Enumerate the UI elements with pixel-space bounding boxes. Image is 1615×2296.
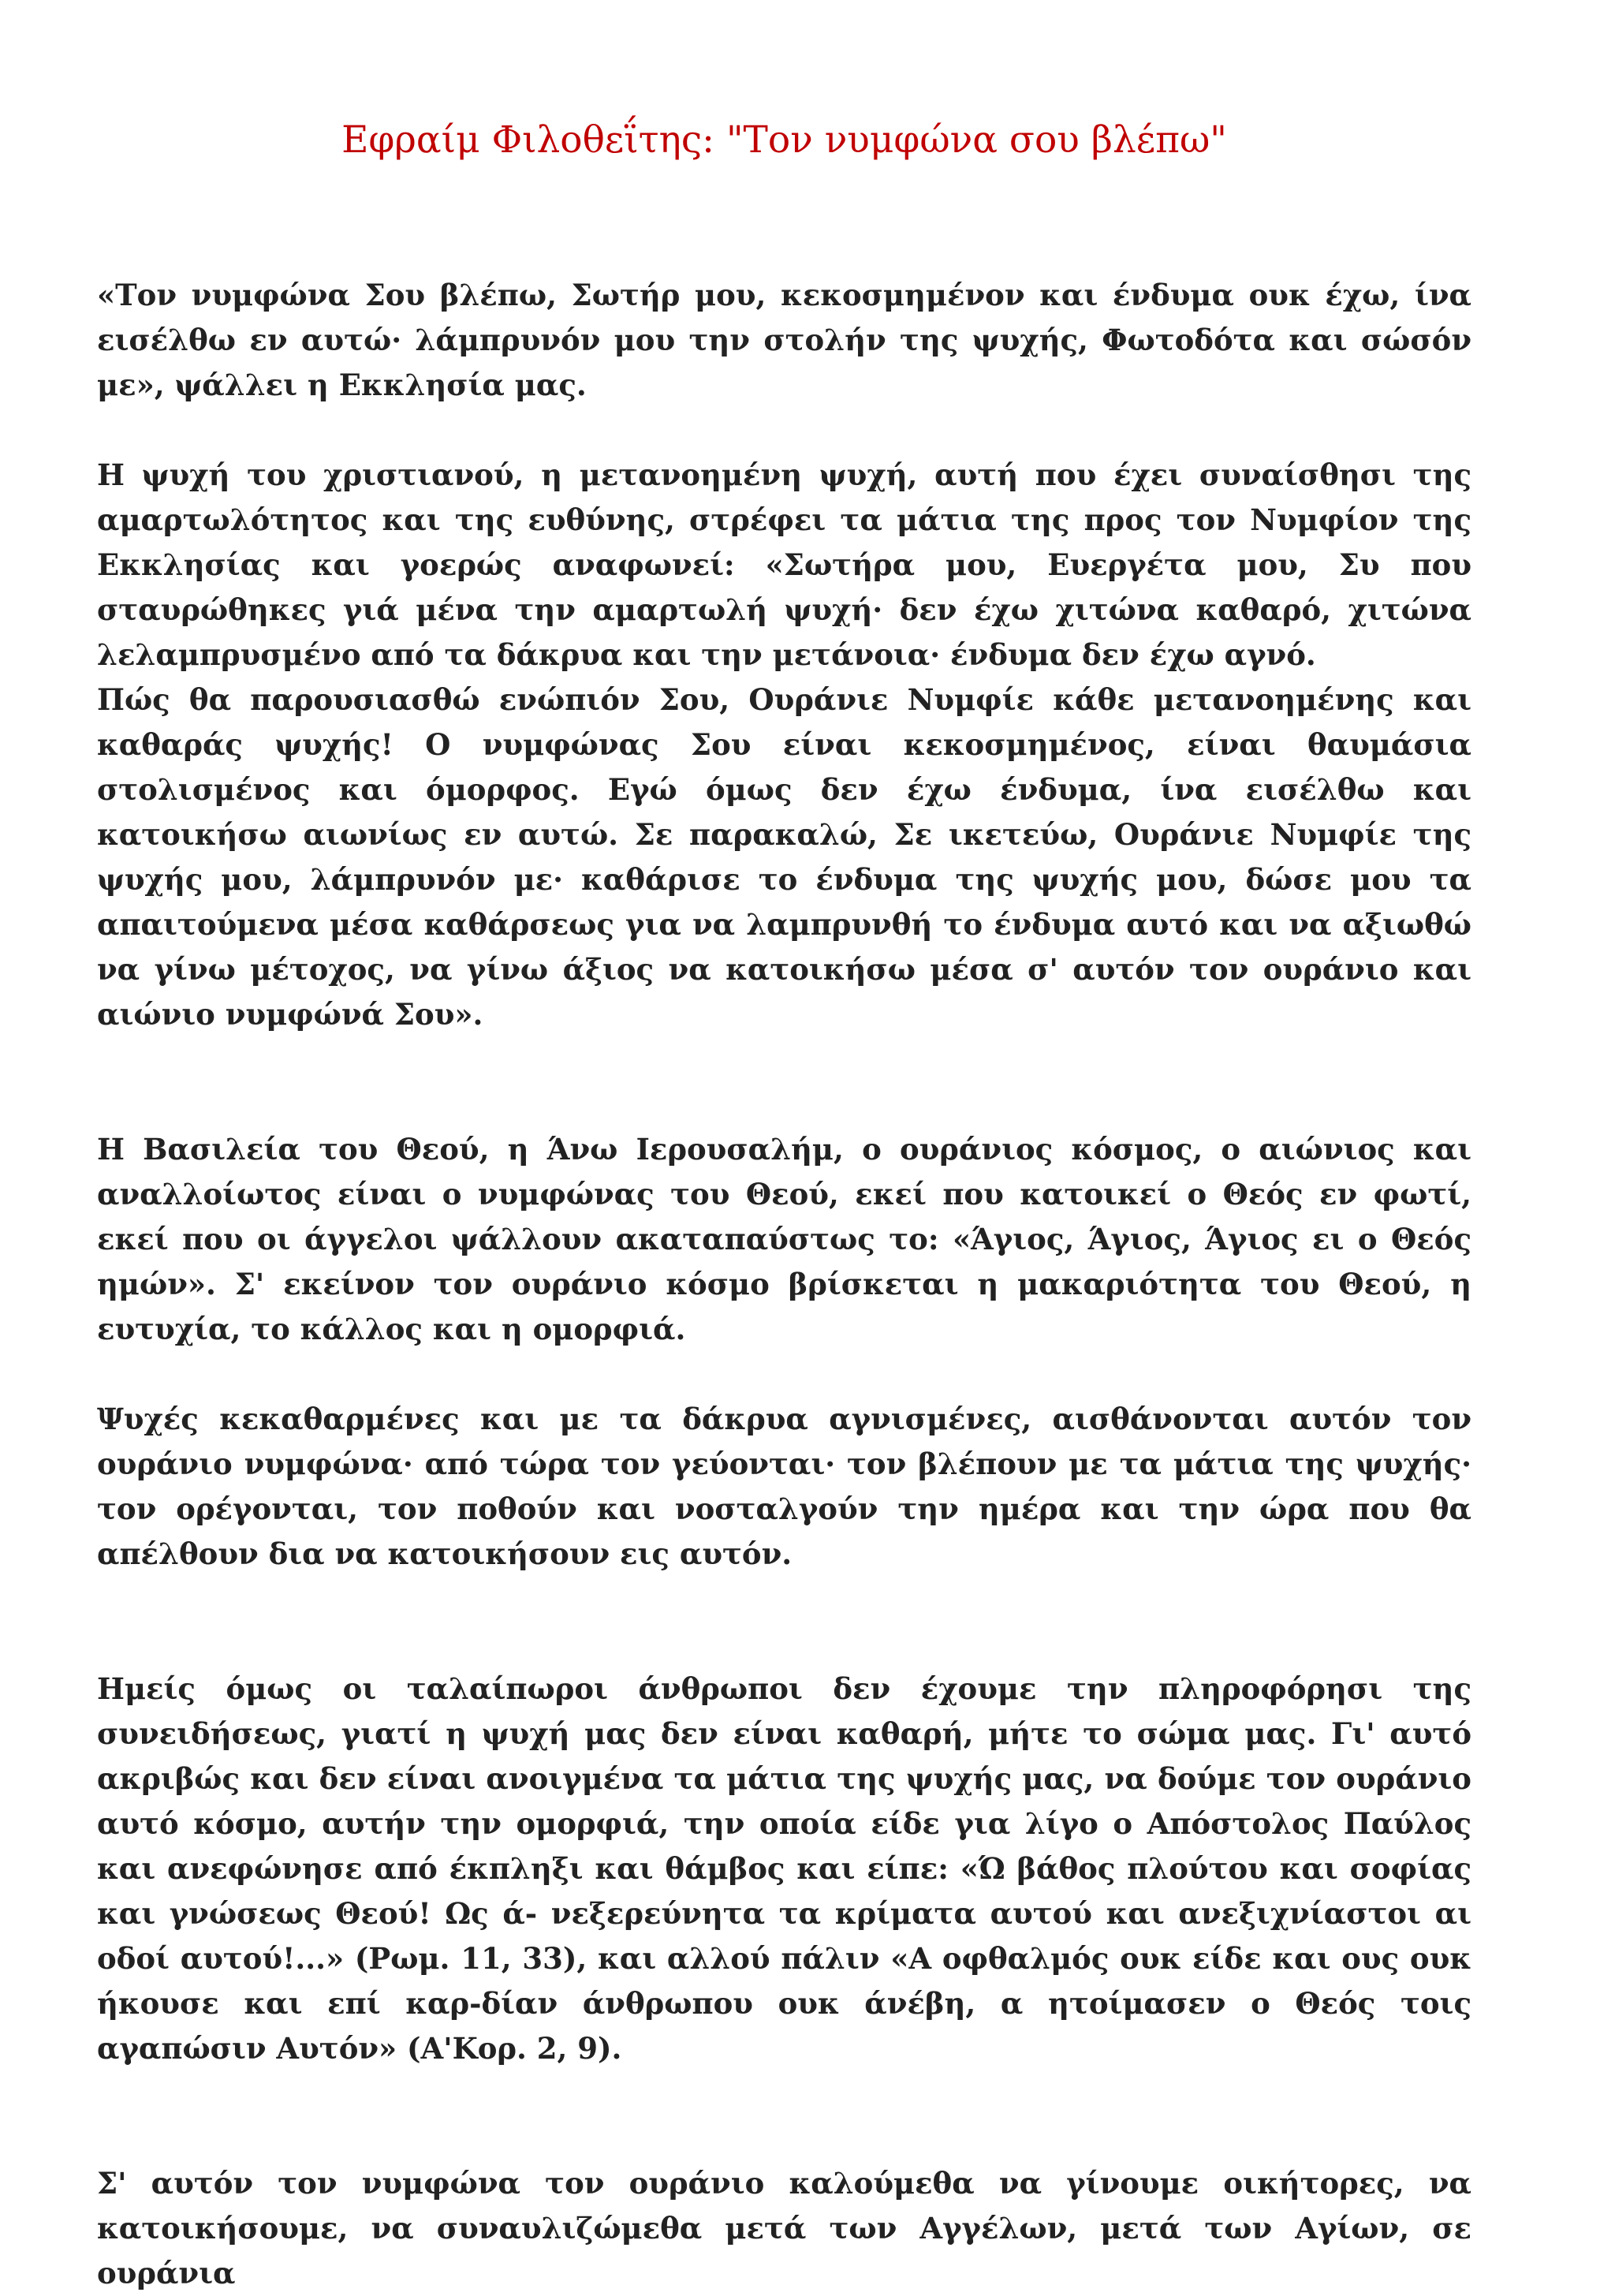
paragraph-4: Η Βασιλεία του Θεού, η Άνω Ιερουσαλήμ, ο ουράνιος κόσμος, ο αιώνιος και αναλλοίωτος είναι ο νυμφώνας του Θεού, εκεί που κατοικεί ο Θεός εν φωτί, εκεί που οι άγγελοι ψάλλουν ακαταπαύστως το: «Άγιος, Άγιος, Άγιος ει ο Θεός ημών». Σ' εκείνον τον ουράνιο κόσμο βρίσκεται η μακαριότητα του Θεού, η ευτυχία, το κάλλος και η ομορφιά. <box>97 1132 1471 1347</box>
paragraph-1: «Τον νυμφώνα Σου βλέπω, Σωτήρ μου, κεκοσμημένον και ένδυμα ουκ έχω, ίνα εισέλθω εν αυτώ· λάμπρυνόν μου την στολήν της ψυχής, Φωτοδότα και σώσόν με», ψάλλει η Εκκλησία μας. <box>97 278 1471 403</box>
paragraph-6: Ημείς όμως οι ταλαίπωροι άνθρωποι δεν έχουμε την πληροφόρησι της συνειδήσεως, γιατί η ψυχή μας δεν είναι καθαρή, μήτε το σώμα μας. Γι' αυτό ακριβώς και δεν είναι ανοιγμένα τα μάτια της ψυχής μας, να δούμε τον ουράνιο αυτό κόσμο, αυτήν την ομορφιά, την οποία είδε για λίγο ο Απόστολος Παύλος και ανεφώνησε από έκπληξι και θάμβος και είπε: «Ώ βάθος πλούτου και σοφίας και γνώσεως Θεού! Ως ά- νεξερεύνητα τα κρίματα αυτού και ανεξιχνίαστοι αι οδοί αυτού!...» (Ρωμ. 11, 33), και αλλού πάλιν «Α οφθαλμός ουκ είδε και ους ουκ ήκουσε και επί καρ-δίαν άνθρωπου ουκ άνέβη, α ητοίμασεν ο Θεός τοις αγαπώσιν Αυτόν» (Α'Κορ. 2, 9). <box>97 1671 1471 2066</box>
paragraph-2: Η ψυχή του χριστιανού, η μετανοημένη ψυχή, αυτή που έχει συναίσθησι της αμαρτωλότητος και της ευθύνης, στρέφει τα μάτια της προς τον Νυμφίον της Εκκλησίας και γοερώς αναφωνεί: «Σωτήρα μου, Ευεργέτα μου, Συ που σταυρώθηκες γιά μένα την αμαρτωλή ψυχή· δεν έχω χιτώνα καθαρό, χιτώνα λελαμπρυσμένο από τα δάκρυα και την μετάνοια· ένδυμα δεν έχω αγνό. <box>97 457 1471 673</box>
paragraph-7: Σ' αυτόν τον νυμφώνα τον ουράνιο καλούμεθα να γίνουμε οικήτορες, να κατοικήσουμε, να συναυλιζώμεθα μετά των Αγγέλων, μετά των Αγίων, σε ουράνια <box>97 2166 1471 2291</box>
document-title: Εφραίμ Φιλοθεΐτης: "Τον νυμφώνα σου βλέπω" <box>341 118 1227 162</box>
paragraph-3: Πώς θα παρουσιασθώ ενώπιόν Σου, Ουράνιε Νυμφίε κάθε μετανοημένης και καθαράς ψυχής! Ο νυμφώνας Σου είναι κεκοσμημένος, είναι θαυμάσια στολισμένος και όμορφος. Εγώ όμως δεν έχω ένδυμα, ίνα εισέλθω και κατοικήσω αιωνίως εν αυτώ. Σε παρακαλώ, Σε ικετεύω, Ουράνιε Νυμφίε της ψυχής μου, λάμπρυνόν με· καθάρισε το ένδυμα της ψυχής μου, δώσε μου τα απαιτούμενα μέσα καθάρσεως για να λαμπρυνθή το ένδυμα αυτό και να αξιωθώ να γίνω μέτοχος, να γίνω άξιος να κατοικήσω μέσα σ' αυτόν τον ουράνιο και αιώνιο νυμφώνά Σου». <box>97 682 1471 1032</box>
paragraph-5: Ψυχές κεκαθαρμένες και με τα δάκρυα αγνισμένες, αισθάνονται αυτόν τον ουράνιο νυμφώνα· από τώρα τον γεύονται· τον βλέπουν με τα μάτια της ψυχής· τον ορέγονται, τον ποθούν και νοσταλγούν την ημέρα και την ώρα που θα απέλθουν δια να κατοικήσουν εις αυτόν. <box>97 1402 1471 1572</box>
